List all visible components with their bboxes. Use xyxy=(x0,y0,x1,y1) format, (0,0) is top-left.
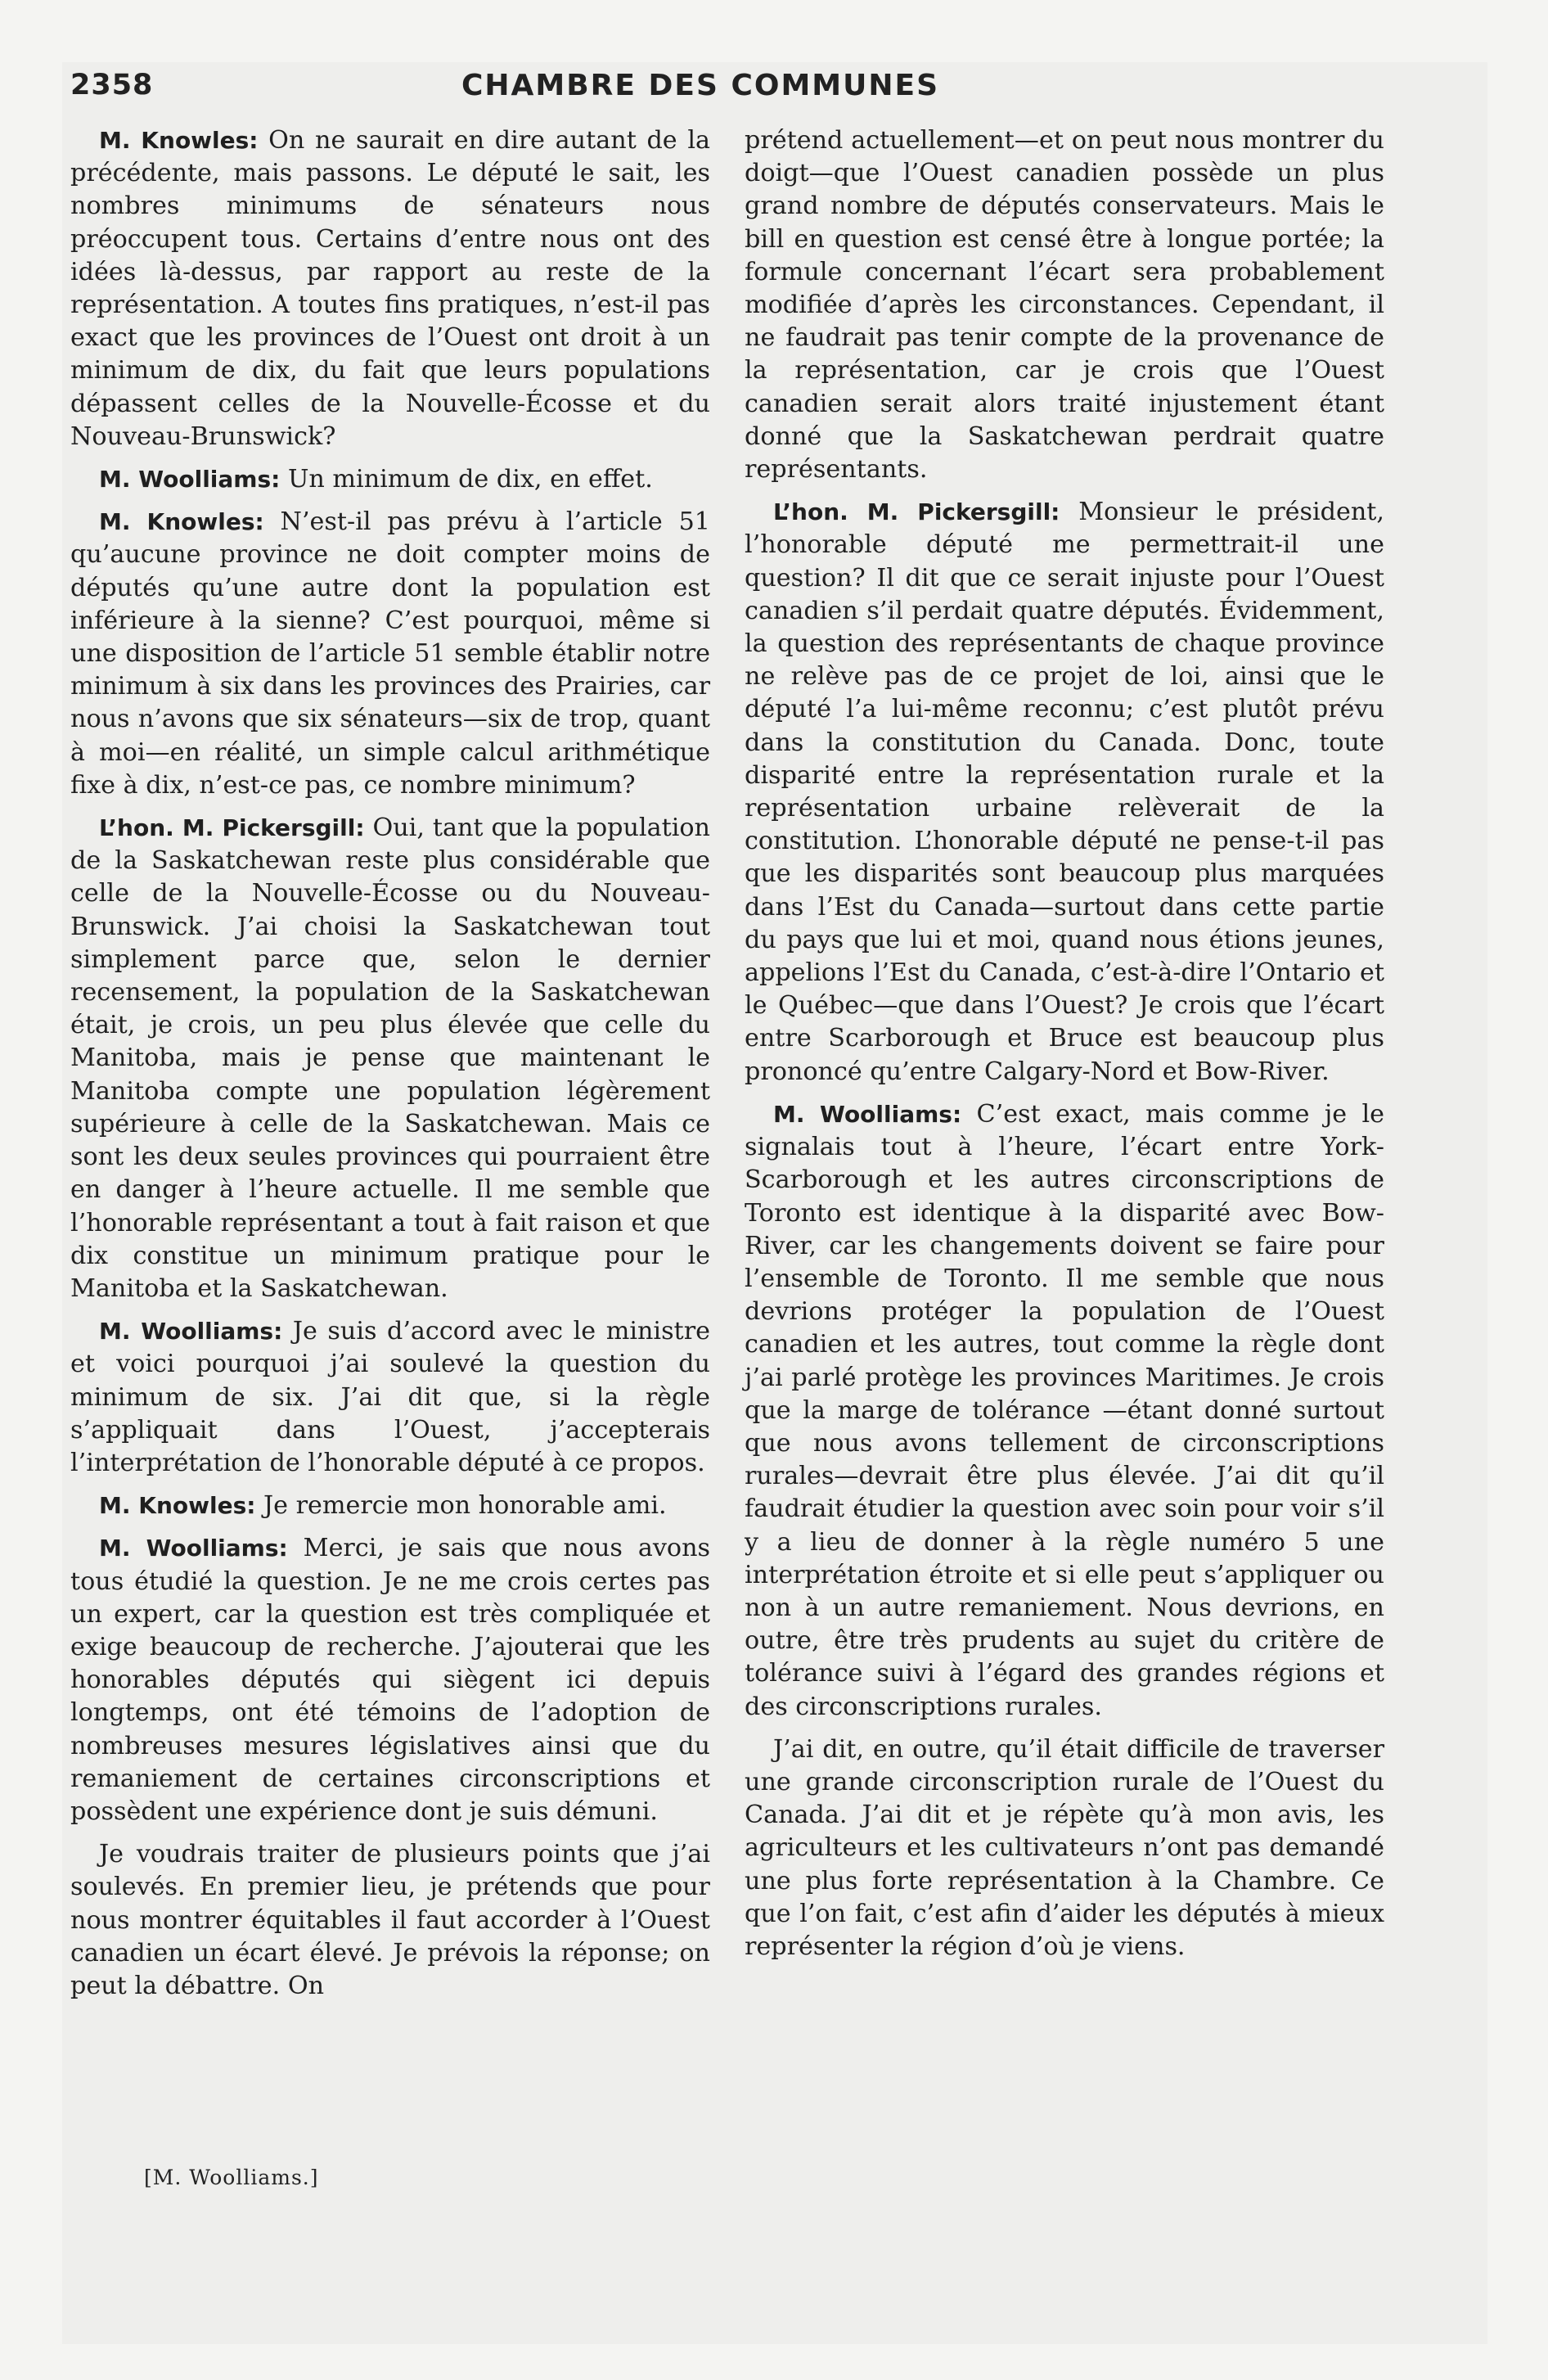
paragraph xyxy=(70,1532,710,1828)
paragraph-text: Je voudrais traiter de plusieurs points que j’ai soulevés. En premier lieu, je prétends que pour nous montrer équitables il faut accorder à l’Ouest canadien un écart élevé. Je prévois la réponse; on peut la débattre. On xyxy=(70,1840,710,2000)
left-column xyxy=(70,124,710,2013)
paragraph xyxy=(70,124,710,453)
paragraph-text: Je suis d’accord avec le ministre et voici pourquoi j’ai soulevé la question du minimum de six. J’ai dit que, si la règle s’appliquait dans l’Ouest, j’accepterais l’interprétation de l’honorable député à ce propos. xyxy=(70,1317,710,1477)
paragraph-text: On ne saurait en dire autant de la précédente, mais passons. Le député le sait, les nombres minimums de sénateurs nous préoccupent tous. Certains d’entre nous ont des idées là-dessus, par rapport au reste de la représentation. A toutes fins pratiques, n’est-il pas exact que les provinces de l’Ouest ont droit à un minimum de dix, du fait que leurs populations dépassent celles de la Nouvelle-Écosse et du Nouveau-Brunswick? xyxy=(70,126,710,451)
speaker-name: M. Woolliams: xyxy=(99,1535,288,1562)
paragraph-text: N’est-il pas prévu à l’article 51 qu’aucune province ne doit compter moins de députés qu’une autre dont la population est inférieure à la sienne? C’est pourquoi, même si une disposition de l’article 51 semble établir notre minimum à six dans les provinces des Prairies, car nous n’avons que six sénateurs—six de trop, quant à moi—en réalité, un simple calcul arithmétique fixe à dix, n’est-ce pas, ce nombre minimum? xyxy=(70,507,710,800)
paragraph-text: Monsieur le président, l’honorable député me permettrait-il une question? Il dit que ce serait injuste pour l’Ouest canadien s’il perdait quatre députés. Évidemment, la question des représentants de chaque province ne relève pas de ce projet de loi, ainsi que le député l’a lui-même reconnu; c’est plutôt prévu dans la constitution du Canada. Donc, toute disparité entre la représentation rurale et la représentation urbaine relèverait de la constitution. L’honorable député ne pense-t-il pas que les disparités sont beaucoup plus marquées dans l’Est du Canada—surtout dans cette partie du pays que lui et moi, quand nous étions jeunes, appelions l’Est du Canada, c’est-à-dire l’Ontario et le Québec—que dans l’Ouest? Je crois que l’écart entre Scarborough et Bruce est beaucoup plus prononcé qu’entre Calgary-Nord et Bow-River. xyxy=(745,498,1385,1086)
paragraph xyxy=(745,496,1384,1089)
page-header xyxy=(70,57,1330,115)
paragraph-text: Un minimum de dix, en effet. xyxy=(280,465,653,494)
paragraph xyxy=(70,812,710,1305)
paragraph xyxy=(745,1098,1384,1724)
speaker-name: M. Woolliams: xyxy=(773,1100,962,1128)
paragraph-text: prétend actuellement—et on peut nous montrer du doigt—que l’Ouest canadien possède un plus grand nombre de députés conservateurs. Mais le bill en question est censé être à longue portée; la formule concernant l’écart sera probablement modifiée d’après les circonstances. Cependant, il ne faudrait pas tenir compte de la provenance de la représentation, car je crois que l’Ouest canadien serait alors traité injustement étant donné que la Saskatchewan perdrait quatre représentants. xyxy=(745,126,1384,485)
speaker-footer-note: [M. Woolliams.] xyxy=(144,2166,319,2189)
speaker-name: M. Woolliams: xyxy=(99,466,281,494)
speaker-name: M. Knowles: xyxy=(99,1492,256,1520)
speaker-name: M. Knowles: xyxy=(99,127,259,154)
page-number: 2358 xyxy=(70,69,154,101)
paragraph xyxy=(70,463,710,496)
paragraph xyxy=(745,1733,1384,1963)
paragraph-text: Merci, je sais que nous avons tous étudié la question. Je ne me crois certes pas un expert, car la question est très compliquée et exige beaucoup de recherche. J’ajouterai que les honorables députés qui siègent ici depuis longtemps, ont été témoins de l’adoption de nombreuses mesures législatives ainsi que du remaniement de certaines circonscriptions et possèdent une expérience dont je suis démuni. xyxy=(70,1534,710,1826)
paragraph xyxy=(70,1838,710,2003)
paragraph xyxy=(70,1315,710,1480)
paragraph-text: Oui, tant que la population de la Saskatchewan reste plus considérable que celle de la Nouvelle-Écosse ou du Nouveau-Brunswick. J’ai choisi la Saskatchewan tout simplement parce que, selon le dernier recensement, la population de la Saskatchewan était, je crois, un peu plus élevée que celle du Manitoba, mais je pense que maintenant le Manitoba compte une population légèrement supérieure à celle de la Saskatchewan. Mais ce sont les deux seules provinces qui pourraient être en danger à l’heure actuelle. Il me semble que l’honorable représentant a tout à fait raison et que dix constitue un minimum pratique pour le Manitoba et la Saskatchewan. xyxy=(70,814,710,1303)
paragraph xyxy=(70,1490,710,1522)
speaker-name: M. Woolliams: xyxy=(99,1318,283,1346)
paragraph xyxy=(745,124,1384,486)
speaker-name: M. Knowles: xyxy=(99,508,264,536)
paragraph-text: C’est exact, mais comme je le signalais tout à l’heure, l’écart entre York-Scarborough et les autres circonscriptions de Toronto est identique à la disparité avec Bow-River, car les changements doivent se faire pour l’ensemble de Toronto. Il me semble que nous devrions protéger la population de l’Ouest canadien et les autres, tout comme la règle dont j’ai parlé protège les provinces Maritimes. Je crois que la marge de tolérance —étant donné surtout que nous avons tellement de circonscriptions rurales—devrait être plus élevée. J’ai dit qu’il faudrait étudier la question avec soin pour voir s’il y a lieu de donner à la règle numéro 5 une interprétation étroite et si elle peut s’appliquer ou non à un autre remaniement. Nous devrions, en outre, être très prudents au sujet du critère de tolérance suivi à l’égard des grandes régions et des circonscriptions rurales. xyxy=(745,1099,1384,1721)
right-column xyxy=(745,124,1384,1973)
paragraph-text: Je remercie mon honorable ami. xyxy=(255,1491,667,1521)
paragraph xyxy=(70,506,710,802)
speaker-name: L’hon. M. Pickersgill: xyxy=(99,814,365,842)
paragraph-text: J’ai dit, en outre, qu’il était difficile de traverser une grande circonscription rurale de l’Ouest du Canada. J’ai dit et je répète qu’à mon avis, les agriculteurs et les cultivateurs n’ont pas demandé une plus forte représentation à la Chambre. Ce que l’on fait, c’est afin d’aider les députés à mieux représenter la région d’où je viens. xyxy=(745,1734,1384,1961)
running-title: CHAMBRE DES COMMUNES xyxy=(461,69,939,102)
speaker-name: L’hon. M. Pickersgill: xyxy=(773,498,1060,526)
